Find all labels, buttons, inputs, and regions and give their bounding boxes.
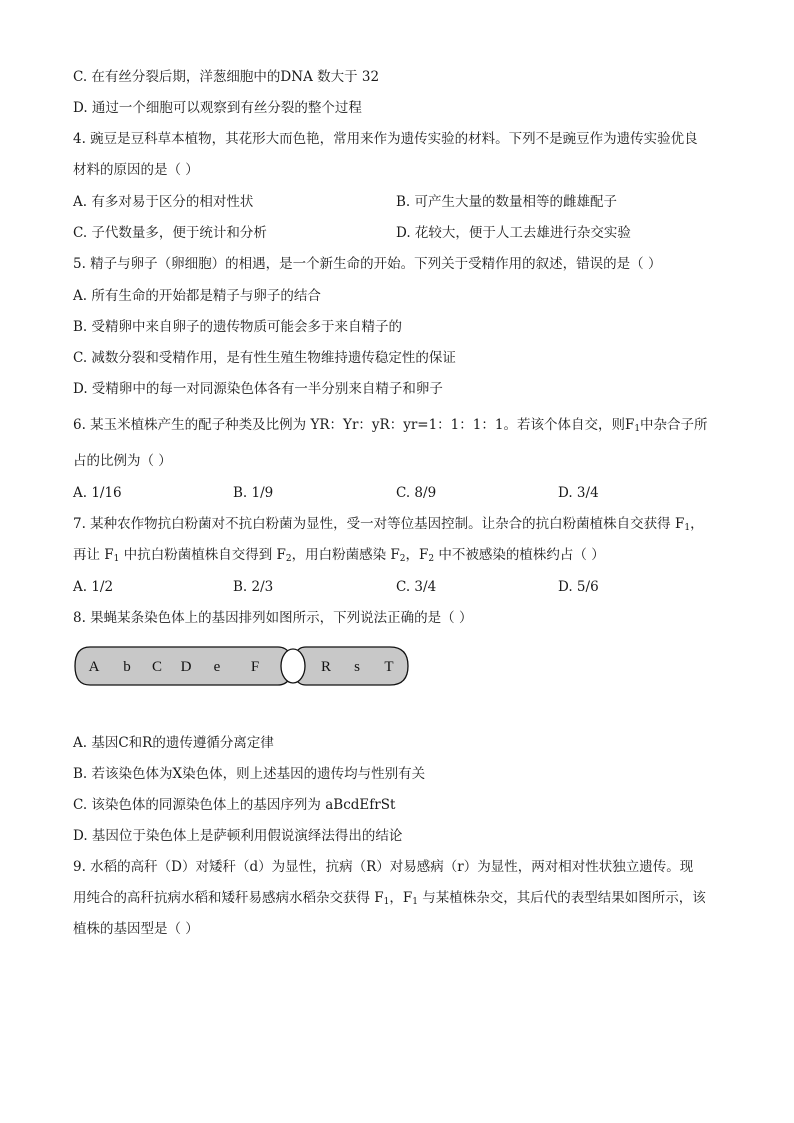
subscript: 1 xyxy=(634,424,641,434)
q6-option-c: C. 8/9 xyxy=(396,485,437,501)
q4-option-c: C. 子代数量多，便于统计和分析 xyxy=(73,225,267,241)
q5-option-b: B. 受精卵中来自卵子的遗传物质可能会多于来自精子的 xyxy=(73,319,403,335)
q4-stem-line1: 4. 豌豆是豆科草本植物，其花形大而色艳，常用来作为遗传实验的材料。下列不是豌豆作为遗传实验优良 xyxy=(73,131,698,147)
q7-option-b: B. 2/3 xyxy=(233,579,274,595)
q7-stem-text: 7. 某种农作物抗白粉菌对不抗白粉菌为显性，受一对等位基因控制。让杂合的抗白粉菌植株自交获得 F xyxy=(73,516,685,532)
subscript: 1 xyxy=(383,897,390,907)
q3-option-c: C. 在有丝分裂后期，洋葱细胞中的DNA 数大于 32 xyxy=(73,69,380,85)
gene-label: D xyxy=(180,659,192,675)
q9-text-b: ，F xyxy=(389,890,413,906)
q7-text-b: 中抗白粉菌植株自交得到 F xyxy=(119,547,286,563)
q9-stem-line3: 植株的基因型是（ ） xyxy=(73,921,199,937)
q7-stem-line1 xyxy=(73,515,704,537)
q6-option-b: B. 1/9 xyxy=(233,485,274,501)
q8-option-c: C. 该染色体的同源染色体上的基因序列为 aBcdEfrSt xyxy=(73,797,396,813)
q9-stem-line2 xyxy=(73,889,706,911)
q8-option-d: D. 基因位于染色体上是萨顿利用假说演绎法得出的结论 xyxy=(73,828,403,844)
q7-text-a: 再让 F xyxy=(73,547,114,563)
gene-label: R xyxy=(320,659,332,675)
q9-text-c: 与某植株杂交，其后代的表型结果如图所示，该 xyxy=(418,890,706,906)
q7-text-d: ，F xyxy=(405,547,429,563)
subscript: 2 xyxy=(285,554,292,564)
chromosome-diagram xyxy=(72,644,412,688)
q6-option-a: A. 1/16 xyxy=(73,485,122,501)
gene-label: A xyxy=(88,659,100,675)
q6-stem-line2: 占的比例为（ ） xyxy=(73,453,172,469)
gene-label: e xyxy=(213,659,221,675)
q8-option-b: B. 若该染色体为X染色体，则上述基因的遗传均与性别有关 xyxy=(73,766,426,782)
q3-option-d: D. 通过一个细胞可以观察到有丝分裂的整个过程 xyxy=(73,100,362,116)
q5-option-d: D. 受精卵中的每一对同源染色体各有一半分别来自精子和卵子 xyxy=(73,381,443,397)
q5-option-a: A. 所有生命的开始都是精子与卵子的结合 xyxy=(73,288,321,304)
centromere xyxy=(281,649,305,683)
q9-text-a: 用纯合的高秆抗病水稻和矮秆易感病水稻杂交获得 F xyxy=(73,890,384,906)
q4-option-d: D. 花较大，便于人工去雄进行杂交实验 xyxy=(396,225,631,241)
subscript: 2 xyxy=(399,554,406,564)
gene-label: b xyxy=(123,659,131,675)
subscript: 1 xyxy=(113,554,120,564)
q8-stem: 8. 果蝇某条染色体上的基因排列如图所示，下列说法正确的是（ ） xyxy=(73,610,473,626)
q6-stem-text-end: 中杂合子所 xyxy=(640,417,708,433)
subscript: 1 xyxy=(412,897,419,907)
q7-option-a: A. 1/2 xyxy=(73,579,114,595)
q6-stem-text: 6. 某玉米植株产生的配子种类及比例为 YR：Yr：yR：yr=1：1：1：1。若该个体自交，则F xyxy=(73,417,635,433)
q4-option-a: A. 有多对易于区分的相对性状 xyxy=(73,194,254,210)
gene-label: s xyxy=(354,659,360,675)
q7-text-e: 中不被感染的植株约占（ ） xyxy=(434,547,605,563)
q7-stem-text-end: ， xyxy=(690,516,704,532)
q7-option-c: C. 3/4 xyxy=(396,579,437,595)
q6-option-d: D. 3/4 xyxy=(558,485,599,501)
q4-stem-line2: 材料的原因的是（ ） xyxy=(73,162,199,178)
q5-stem: 5. 精子与卵子（卵细胞）的相遇，是一个新生命的开始。下列关于受精作用的叙述，错误的是（ ） xyxy=(73,256,662,272)
q4-option-b: B. 可产生大量的数量相等的雌雄配子 xyxy=(396,194,618,210)
gene-label: F xyxy=(250,659,260,675)
subscript: 1 xyxy=(684,523,691,533)
gene-label: C xyxy=(151,659,163,675)
q7-stem-line2 xyxy=(73,546,605,568)
q5-option-c: C. 减数分裂和受精作用，是有性生殖生物维持遗传稳定性的保证 xyxy=(73,350,456,366)
q9-stem-line1: 9. 水稻的高秆（D）对矮秆（d）为显性，抗病（R）对易感病（r）为显性，两对相对性状独立遗传。现 xyxy=(73,859,694,875)
q7-option-d: D. 5/6 xyxy=(558,579,599,595)
subscript: 2 xyxy=(428,554,435,564)
q8-option-a: A. 基因C和R的遗传遵循分离定律 xyxy=(73,735,274,751)
q7-text-c: ，用白粉菌感染 F xyxy=(291,547,400,563)
q6-stem-line1 xyxy=(73,416,708,438)
gene-label: T xyxy=(384,659,394,675)
